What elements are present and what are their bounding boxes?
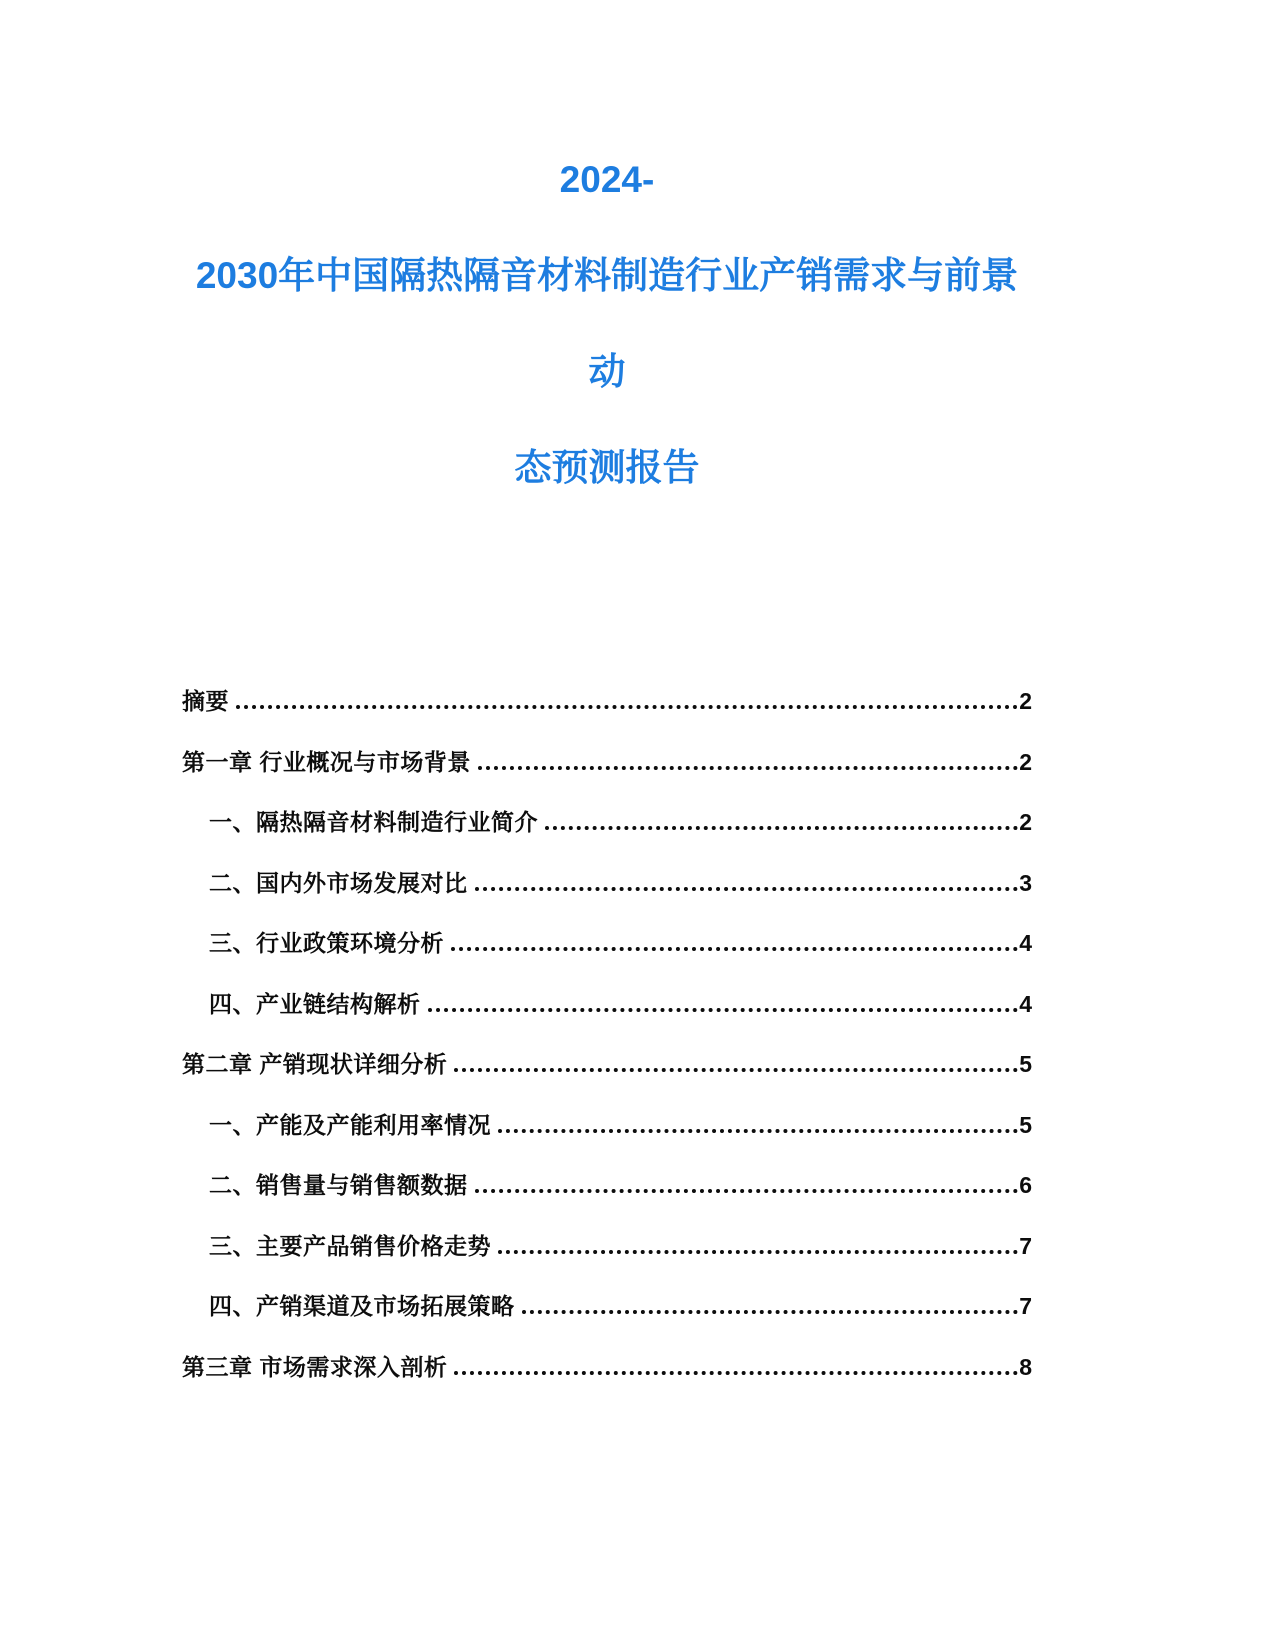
toc-entry-label: 一、产能及产能利用率情况 <box>209 1111 491 1138</box>
toc-entry-chapter-1[interactable] <box>182 725 1032 786</box>
toc-entry-label: 摘要 <box>182 688 229 714</box>
toc-entry-chapter-3[interactable] <box>182 1330 1032 1391</box>
toc-leader-dots <box>475 887 1019 891</box>
toc-page-number: 8 <box>1019 1353 1032 1380</box>
toc-page-number: 4 <box>1019 990 1032 1017</box>
toc-entry-chapter-2[interactable] <box>182 1027 1032 1088</box>
toc-entry-abstract[interactable] <box>182 664 1032 725</box>
table-of-contents <box>182 664 1032 1390</box>
toc-page-number: 5 <box>1019 1111 1032 1138</box>
toc-leader-dots <box>428 1008 1019 1012</box>
toc-page-number: 6 <box>1019 1172 1032 1198</box>
toc-entry-label: 第三章 市场需求深入剖析 <box>182 1353 448 1380</box>
toc-page-number: 3 <box>1019 869 1032 896</box>
toc-entry-chapter-2-section-3[interactable] <box>182 1209 1032 1270</box>
toc-entry-chapter-1-section-3[interactable] <box>182 906 1032 967</box>
toc-entry-label: 四、产业链结构解析 <box>209 990 421 1017</box>
toc-leader-dots <box>236 705 1018 709</box>
toc-leader-dots <box>498 1129 1018 1133</box>
toc-page-number: 2 <box>1019 748 1032 775</box>
toc-entry-chapter-1-section-4[interactable] <box>182 967 1032 1028</box>
toc-entry-chapter-2-section-4[interactable] <box>182 1269 1032 1330</box>
toc-page-number: 2 <box>1019 688 1032 714</box>
toc-entry-label: 第一章 行业概况与市场背景 <box>182 748 471 775</box>
toc-page-number: 4 <box>1019 930 1032 956</box>
toc-leader-dots <box>478 766 1018 770</box>
toc-entry-label: 二、国内外市场发展对比 <box>209 869 468 896</box>
report-title-line-3: 态预测报告 <box>514 447 700 488</box>
toc-entry-label: 二、销售量与销售额数据 <box>209 1172 468 1198</box>
toc-entry-label: 三、行业政策环境分析 <box>209 930 444 956</box>
report-title-line-2: 2030年中国隔热隔音材料制造行业产销需求与前景动 <box>195 255 1019 392</box>
toc-entry-chapter-1-section-1[interactable] <box>182 785 1032 846</box>
toc-page-number: 7 <box>1019 1232 1032 1259</box>
toc-leader-dots <box>545 826 1018 830</box>
toc-leader-dots <box>522 1310 1019 1314</box>
toc-leader-dots <box>454 1371 1018 1375</box>
toc-page-number: 7 <box>1019 1293 1032 1319</box>
report-title <box>182 132 1032 516</box>
toc-leader-dots <box>498 1250 1018 1254</box>
toc-page-number: 5 <box>1019 1051 1032 1077</box>
toc-entry-label: 四、产销渠道及市场拓展策略 <box>209 1293 515 1319</box>
toc-entry-label: 一、隔热隔音材料制造行业简介 <box>209 809 538 835</box>
report-title-line-1: 2024- <box>559 159 655 200</box>
toc-page-number: 2 <box>1019 809 1032 835</box>
toc-leader-dots <box>475 1189 1019 1193</box>
toc-leader-dots <box>451 947 1018 951</box>
toc-entry-chapter-2-section-1[interactable] <box>182 1088 1032 1149</box>
toc-entry-chapter-2-section-2[interactable] <box>182 1148 1032 1209</box>
toc-leader-dots <box>454 1068 1018 1072</box>
toc-entry-label: 第二章 产销现状详细分析 <box>182 1051 448 1077</box>
toc-entry-label: 三、主要产品销售价格走势 <box>209 1232 491 1259</box>
toc-entry-chapter-1-section-2[interactable] <box>182 846 1032 907</box>
